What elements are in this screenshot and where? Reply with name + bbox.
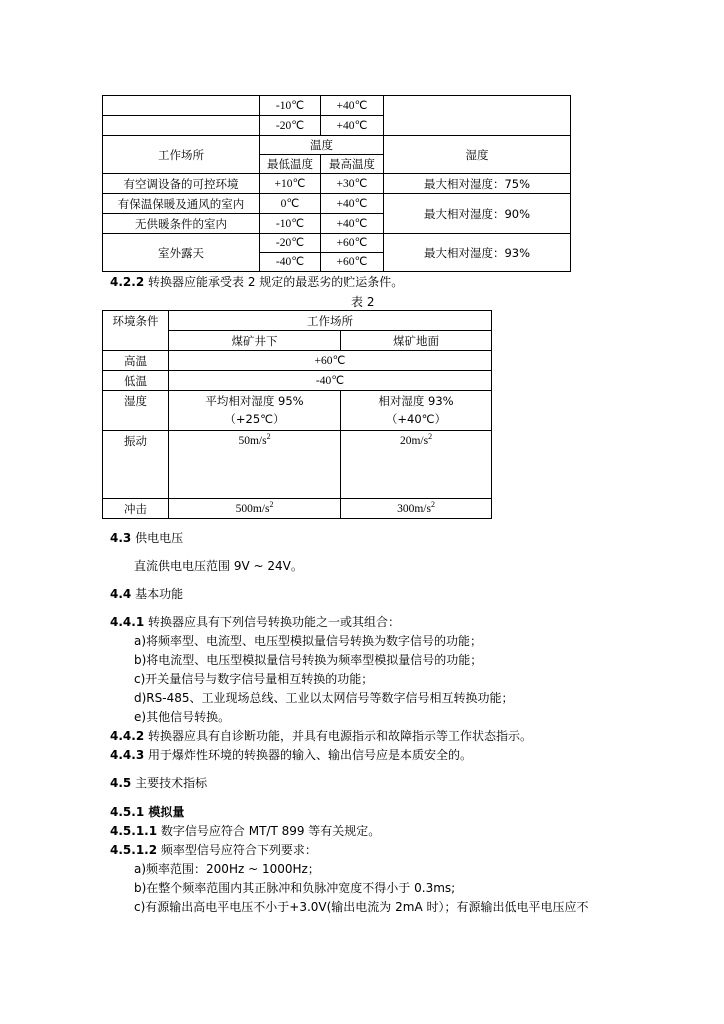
heading-4-5: 4.5 主要技术指标 <box>110 776 208 790</box>
paragraph-4-4-2: 4.4.2 转换器应具有自诊断功能，并具有电源指示和故障指示等工作状态指示。 <box>110 729 533 743</box>
table2-cell-humid-under: 平均相对湿度 95% （+25℃） <box>169 391 341 431</box>
table2-value-low: -40℃ <box>169 371 492 391</box>
table2-cell-shock-surface: $300m/s^2$ <box>341 499 492 519</box>
list-item: d)RS-485、工业现场总线、工业以太网信号等数字信号相互转换功能； <box>134 691 514 705</box>
table1-cell: -40℃ <box>260 253 321 272</box>
table1-header-max: 最高温度 <box>321 155 384 174</box>
paragraph-4-4-3: 4.4.3 用于爆炸性环境的转换器的输入、输出信号应是本质安全的。 <box>110 748 473 762</box>
paragraph-4-5-1-2: 4.5.1.2 频率型信号应符合下列要求： <box>110 843 317 857</box>
table1-cell: 最大相对湿度：90% <box>384 194 571 234</box>
table1-cell: 0℃ <box>260 194 321 214</box>
heading-4-3: 4.3 供电电压 <box>110 531 184 545</box>
list-item: b)将电流型、电压型模拟量信号转换为频率型模拟量信号的功能； <box>134 653 483 667</box>
table1-cell: +40℃ <box>321 214 384 234</box>
paragraph-4-4-1: 4.4.1 转换器应具有下列信号转换功能之一或其组合： <box>110 615 401 629</box>
table1-cell: 室外露天 <box>103 234 260 272</box>
storage-conditions-table-2 <box>102 310 492 519</box>
table1-cell: 最大相对湿度：75% <box>384 174 571 194</box>
paragraph-4-5-1-1: 4.5.1.1 数字信号应符合 MT/T 899 等有关规定。 <box>110 824 381 838</box>
table1-header-temp: 温度 <box>260 136 384 155</box>
paragraph-4-2-2: 4.2.2 转换器应能承受表 2 规定的最恶劣的贮运条件。 <box>110 275 404 289</box>
table1-cell: 有空调设备的可控环境 <box>103 174 260 194</box>
table1-cell-blank <box>384 96 571 136</box>
table1-cell: -10℃ <box>260 214 321 234</box>
list-item: b)在整个频率范围内其正脉冲和负脉冲宽度不得小于 0.3ms; <box>134 881 456 895</box>
table2-label-shock: 冲击 <box>103 499 169 519</box>
table2-header-under: 煤矿井下 <box>169 331 341 351</box>
heading-4-4: 4.4 基本功能 <box>110 587 184 601</box>
table1-cell-blank <box>103 116 260 136</box>
paragraph-4-3: 直流供电电压范围 9V ~ 24V。 <box>134 559 303 573</box>
table1-cell: -20℃ <box>260 116 321 136</box>
heading-4-5-1: 4.5.1 模拟量 <box>110 805 185 819</box>
table2-label-high: 高温 <box>103 351 169 371</box>
table1-cell: -10℃ <box>260 96 321 116</box>
table-2-caption: 表 2 <box>351 295 375 309</box>
table1-header-min: 最低温度 <box>260 155 321 174</box>
table1-cell: -20℃ <box>260 234 321 253</box>
table2-value-high: +60℃ <box>169 351 492 371</box>
table2-cell-vib-under: $50m/s^2$ <box>169 431 341 499</box>
table1-header-humidity: 湿度 <box>384 136 571 174</box>
table2-cell-shock-under: $500m/s^2$ <box>169 499 341 519</box>
table1-cell: +40℃ <box>321 96 384 116</box>
table1-cell: +60℃ <box>321 253 384 272</box>
table1-cell: 有保温保暖及通风的室内 <box>103 194 260 214</box>
table1-cell: +30℃ <box>321 174 384 194</box>
table2-header-env: 环境条件 <box>103 311 169 351</box>
table1-header-place: 工作场所 <box>103 136 260 174</box>
list-item: a)将频率型、电流型、电压型模拟量信号转换为数字信号的功能； <box>134 634 483 648</box>
table2-cell-vib-surface: $20m/s^2$ <box>341 431 492 499</box>
table1-cell: +60℃ <box>321 234 384 253</box>
table1-cell-blank <box>103 96 260 116</box>
environment-table-1 <box>102 95 571 272</box>
table2-label-low: 低温 <box>103 371 169 391</box>
list-item: c)有源输出高电平电压不小于+3.0V(输出电流为 2mA 时）；有源输出低电平电压应不 <box>134 900 589 914</box>
list-item: c)开关量信号与数字信号量相互转换的功能； <box>134 672 374 686</box>
table2-label-vib: 振动 <box>103 431 169 499</box>
table2-label-humid: 湿度 <box>103 391 169 431</box>
list-item: e)其他信号转换。 <box>134 710 231 724</box>
table1-cell: +40℃ <box>321 194 384 214</box>
table1-cell: +40℃ <box>321 116 384 136</box>
table2-header-surface: 煤矿地面 <box>341 331 492 351</box>
table2-header-place: 工作场所 <box>169 311 492 331</box>
list-item: a)频率范围：200Hz ~ 1000Hz； <box>134 862 320 876</box>
table1-cell: +10℃ <box>260 174 321 194</box>
table1-cell: 最大相对湿度：93% <box>384 234 571 272</box>
table1-cell: 无供暖条件的室内 <box>103 214 260 234</box>
table2-cell-humid-surface: 相对湿度 93% （+40℃） <box>341 391 492 431</box>
